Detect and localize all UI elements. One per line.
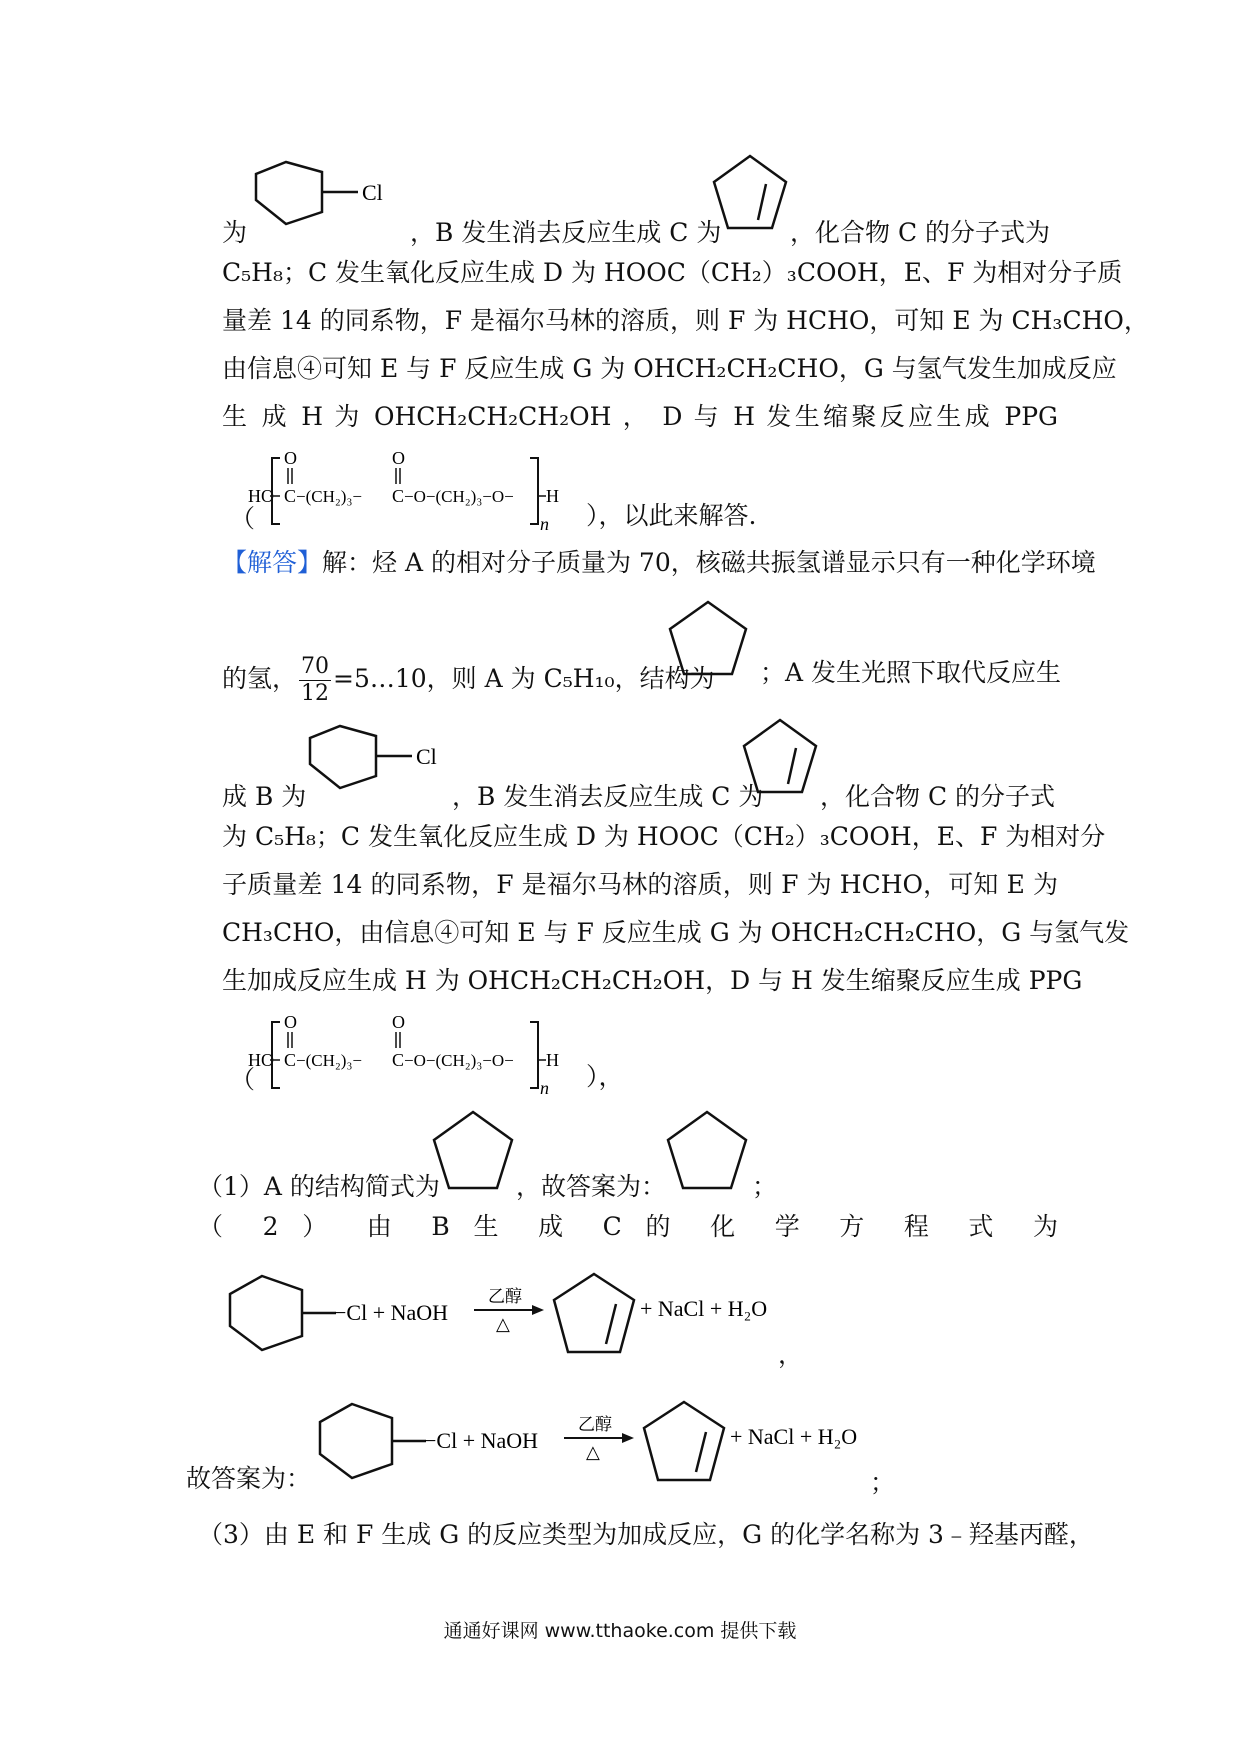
text-wei: 为 [222,218,248,247]
repeat-n-label: n [540,514,549,534]
chain-label: −O−(CH₂)₃−O− [404,1051,514,1070]
oxygen-label: O [284,1012,297,1032]
reagent-label: −Cl + NaOH [424,1428,539,1453]
p1-line1-b [410,216,722,250]
p1-line2: C₅H₈；C 发生氧化反应生成 D 为 HOOC（CH₂）₃COOH，E、F 为相对分子质 [222,258,1123,287]
answer-line8-close: ）， [586,1062,624,1091]
condition-ethanol: 乙醇 [578,1415,612,1434]
fraction-70-12 [299,656,331,705]
p1-line3: 量差 14 的同系物，F 是福尔马林的溶质，则 F 为 HCHO，可知 E 为 CH₃CHO， [222,306,1149,335]
reaction-equation-2 [312,1394,912,1494]
open-paren: （ [230,504,256,533]
chain-label: −(CH₂)₃− [296,1051,362,1070]
answer-line4: 为 C₅H₈；C 发生氧化反应生成 D 为 HOOC（CH₂）₃COOH，E、F 为相对分 [222,822,1106,851]
cyclopentene-structure-2 [740,714,820,804]
hydrogen-label: H [546,1050,559,1070]
open-paren: （ [230,1065,256,1094]
answer-line6: CH₃CHO，由信息④可知 E 与 F 反应生成 G 为 OHCH₂CH₂CHO，G 与氢气发 [222,918,1130,947]
p1-line4: 由信息④可知 E 与 F 反应生成 G 为 OHCH₂CH₂CHO，G 与氢气发生加成反应 [222,354,1117,383]
cyclopentene-structure-1 [710,150,790,240]
chain-label: −(CH₂)₃− [296,487,362,506]
answer-line1 [222,546,1096,580]
oxygen-label: O [392,1012,405,1032]
cyclopentane-structure-1 [666,596,750,680]
q3-line: （3）由 E 和 F 生成 G 的反应类型为加成反应，G 的化学名称为 3﹣羟基丙醛， [198,1520,1094,1549]
q2-semicolon: ； [870,1468,896,1497]
fraction-denominator: 12 [301,681,330,706]
q2-comma: ， [778,1340,804,1369]
answer-line3-b: ，B 发生消去反应生成 C 为 [452,782,764,811]
text-segment: ，B 发生消去反应生成 C 为 [410,218,722,247]
text-segment: 解：烃 A 的相对分子质量为 70，核磁共振氢谱显示只有一种化学环境 [322,548,1096,577]
carbon-label: C [392,486,405,506]
condition-heat: △ [496,1314,510,1334]
q1-line-a: （1）A 的结构简式为 [198,1172,440,1201]
answer-line3-c: ，化合物 C 的分子式 [820,782,1056,811]
answer-line5: 子质量差 14 的同系物，F 是福尔马林的溶质，则 F 为 HCHO，可知 E 为 [222,870,1058,899]
cyclopentane-structure-3 [662,1106,752,1196]
fraction-numerator: 70 [301,654,330,679]
p1-line1-c [790,216,1058,250]
products-label: + NaCl + H₂O [730,1424,858,1449]
ppg-polymer-structure-2 [244,1008,584,1098]
answer-line2-c: ；A 发生光照下取代反应生 [760,658,1062,687]
p1-line5: 生 成 H 为 OHCH₂CH₂CH₂OH ， D 与 H 发生缩聚反应生成 PPG [222,402,1058,431]
chlorocyclopentane-structure-1 [246,152,396,242]
condition-ethanol: 乙醇 [488,1287,522,1306]
carbon-label: C [284,486,297,506]
answer-tag: 【解答】 [222,548,323,577]
cyclopentane-structure-2 [428,1106,518,1196]
reagent-label: −Cl + NaOH [334,1300,449,1325]
q2-answer-label: 故答案为： [186,1464,312,1493]
ho-label: HO [248,1050,274,1070]
oxygen-label: O [392,448,405,468]
p1-line6-close: ），以此来解答. [586,501,757,530]
chlorine-label: Cl [416,744,437,769]
repeat-n-label: n [540,1078,549,1098]
ppg-polymer-structure-1 [244,444,584,534]
chlorocyclopentane-structure-2 [300,716,450,806]
q1-line-b: ，故答案为： [516,1172,667,1201]
ho-label: HO [248,486,274,506]
chlorine-label: Cl [362,180,383,205]
q2-heading: （ 2 ） 由 B 生 成 C 的 化 学 方 程 式 为 [198,1212,1058,1241]
products-label: + NaCl + H₂O [640,1296,768,1321]
condition-heat: △ [586,1442,600,1462]
text-segment: ，化合物 C 的分子式为 [790,218,1051,247]
answer-line2 [222,654,715,706]
oxygen-label: O [284,448,297,468]
answer-line3-a: 成 B 为 [222,782,307,811]
carbon-label: C [392,1050,405,1070]
text-segment: =5…10，则 A 为 C₅H₁₀，结构为 [333,664,715,693]
q1-line-c: ； [752,1172,778,1201]
carbon-label: C [284,1050,297,1070]
reaction-equation-1 [222,1266,822,1366]
chain-label: −O−(CH₂)₃−O− [404,487,514,506]
footer-credit: 通通好课网 www.tthaoke.com 提供下载 [443,1620,797,1642]
text-segment: 的氢， [222,664,298,693]
hydrogen-label: H [546,486,559,506]
answer-line7: 生加成反应生成 H 为 OHCH₂CH₂CH₂OH，D 与 H 发生缩聚反应生成 PPG [222,966,1083,995]
